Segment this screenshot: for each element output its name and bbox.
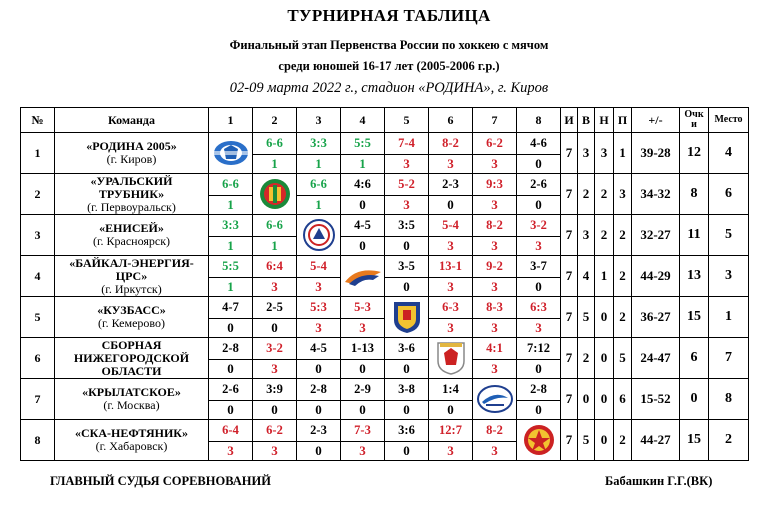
header-col-7: 7	[473, 108, 517, 133]
team-name-cell	[55, 256, 209, 297]
match-points: 3	[297, 319, 341, 338]
header-col-6: 6	[429, 108, 473, 133]
match-points: 0	[385, 237, 429, 256]
match-score: 3-6	[385, 338, 429, 360]
draws: 2	[595, 215, 614, 256]
match-score: 2-5	[253, 297, 297, 319]
games-played: 7	[561, 420, 578, 461]
team-name-cell	[55, 338, 209, 379]
draws: 3	[595, 133, 614, 174]
games-played: 7	[561, 215, 578, 256]
losses: 1	[614, 133, 632, 174]
subtitle-dates-venue: 02-09 марта 2022 г., стадион «РОДИНА», г. Киров	[229, 80, 549, 96]
match-score: 3-5	[385, 256, 429, 278]
team-number: 2	[21, 174, 55, 215]
match-points: 0	[297, 442, 341, 461]
team-number: 5	[21, 297, 55, 338]
team-name: ТРУБНИК»	[98, 186, 165, 201]
team-points: 13	[680, 256, 709, 297]
team-row-score	[21, 297, 749, 319]
match-score: 4:1	[473, 338, 517, 360]
team-points: 12	[680, 133, 709, 174]
match-score: 3-7	[517, 256, 561, 278]
losses: 5	[614, 338, 632, 379]
losses: 2	[614, 420, 632, 461]
match-points: 3	[429, 237, 473, 256]
team-name: «ЕНИСЕЙ»	[99, 221, 164, 235]
team-name: «КУЗБАСС»	[97, 303, 166, 317]
match-points: 3	[429, 155, 473, 174]
match-points: 3	[253, 442, 297, 461]
header-points-line2: и	[691, 119, 697, 130]
match-points: 1	[253, 237, 297, 256]
match-score: 2-6	[517, 174, 561, 196]
header-col-4: 4	[341, 108, 385, 133]
team-name: СБОРНАЯ	[101, 337, 162, 352]
match-points: 0	[297, 401, 341, 420]
wins: 5	[578, 420, 595, 461]
header-num: №	[21, 108, 55, 133]
match-points: 0	[385, 278, 429, 297]
team-place: 6	[709, 174, 749, 215]
match-points: 1	[297, 155, 341, 174]
team-place: 3	[709, 256, 749, 297]
match-score: 8-3	[473, 297, 517, 319]
team-city: (г. Хабаровск)	[95, 439, 168, 453]
match-points: 3	[473, 360, 517, 379]
match-score: 2-3	[297, 420, 341, 442]
baikal-energiya-emblem-icon	[343, 264, 383, 288]
team-city: (г. Киров)	[106, 152, 157, 166]
match-points: 3	[473, 442, 517, 461]
kuzbass-logo	[385, 297, 429, 338]
losses: 6	[614, 379, 632, 420]
match-points: 1	[209, 237, 253, 256]
match-points: 1	[209, 278, 253, 297]
team-row-score	[21, 256, 749, 278]
match-score: 6-6	[297, 174, 341, 196]
match-points: 3	[341, 442, 385, 461]
team-name-cell	[55, 379, 209, 420]
goal-difference: 44-29	[632, 256, 680, 297]
wins: 3	[578, 133, 595, 174]
team-row-score	[21, 338, 749, 360]
team-number: 3	[21, 215, 55, 256]
match-score: 3-8	[385, 379, 429, 401]
match-points: 0	[209, 319, 253, 338]
header-col-8: 8	[517, 108, 561, 133]
match-points: 1	[341, 155, 385, 174]
match-score: 5-4	[429, 215, 473, 237]
team-name: «КРЫЛАТСКОЕ»	[82, 385, 181, 399]
draws: 0	[595, 420, 614, 461]
match-points: 0	[253, 401, 297, 420]
match-score: 8-2	[473, 420, 517, 442]
header-points	[680, 108, 709, 133]
match-score: 5-4	[297, 256, 341, 278]
match-points: 0	[517, 196, 561, 215]
draws: 2	[595, 174, 614, 215]
games-played: 7	[561, 256, 578, 297]
match-score: 6:3	[517, 297, 561, 319]
team-city: (г. Кемерово)	[98, 316, 165, 330]
match-points: 0	[341, 360, 385, 379]
match-score: 9-2	[473, 256, 517, 278]
match-score: 6-6	[253, 133, 297, 155]
wins: 5	[578, 297, 595, 338]
enisey-emblem-icon	[303, 219, 335, 251]
match-score: 5-2	[385, 174, 429, 196]
match-points: 3	[385, 155, 429, 174]
team-place: 1	[709, 297, 749, 338]
team-name: НИЖЕГОРОДСКОЙ	[73, 350, 190, 365]
match-points: 3	[473, 196, 517, 215]
match-score: 3:3	[297, 133, 341, 155]
team-city: (г. Первоуральск)	[87, 199, 176, 214]
match-points: 1	[253, 155, 297, 174]
wins: 2	[578, 174, 595, 215]
goal-difference: 36-27	[632, 297, 680, 338]
header-col-3: 3	[297, 108, 341, 133]
team-place: 5	[709, 215, 749, 256]
match-score: 6-6	[253, 215, 297, 237]
uralsky-trubnik-logo	[253, 174, 297, 215]
team-points: 15	[680, 297, 709, 338]
match-score: 3-2	[517, 215, 561, 237]
losses: 2	[614, 256, 632, 297]
baikal-energiya-logo	[341, 256, 385, 297]
team-name: «СКА-НЕФТЯНИК»	[75, 426, 188, 440]
match-points: 0	[341, 196, 385, 215]
losses: 2	[614, 297, 632, 338]
match-points: 0	[517, 155, 561, 174]
match-points: 3	[473, 155, 517, 174]
match-score: 3:5	[385, 215, 429, 237]
match-points: 0	[209, 401, 253, 420]
match-points: 0	[297, 360, 341, 379]
header-col-1: 1	[209, 108, 253, 133]
header-row	[21, 108, 749, 133]
nizhny-novgorod-logo	[429, 338, 473, 379]
games-played: 7	[561, 174, 578, 215]
match-score: 4-5	[297, 338, 341, 360]
match-score: 6:4	[253, 256, 297, 278]
team-number: 4	[21, 256, 55, 297]
header-games: И	[561, 108, 578, 133]
chief-judge-name: Бабашкин Г.Г.(ВК)	[605, 474, 713, 488]
games-played: 7	[561, 297, 578, 338]
draws: 1	[595, 256, 614, 297]
team-place: 4	[709, 133, 749, 174]
goal-difference: 32-27	[632, 215, 680, 256]
match-points: 0	[517, 278, 561, 297]
nizhny-novgorod-emblem-icon	[436, 341, 466, 375]
match-score: 3-2	[253, 338, 297, 360]
uralsky-trubnik-emblem-icon	[259, 178, 291, 210]
match-points: 3	[429, 319, 473, 338]
header-draws: Н	[595, 108, 614, 133]
team-number: 8	[21, 420, 55, 461]
team-name-cell	[55, 174, 209, 215]
match-score: 12:7	[429, 420, 473, 442]
losses: 2	[614, 215, 632, 256]
match-score: 2-3	[429, 174, 473, 196]
match-score: 1-13	[341, 338, 385, 360]
team-row-score	[21, 215, 749, 237]
match-points: 0	[385, 401, 429, 420]
team-name: «РОДИНА 2005»	[86, 139, 177, 153]
match-points: 3	[473, 237, 517, 256]
krylatskoe-emblem-icon	[476, 384, 514, 414]
match-score: 2-6	[209, 379, 253, 401]
team-points: 0	[680, 379, 709, 420]
match-score: 6-3	[429, 297, 473, 319]
team-name: «УРАЛЬСКИЙ	[90, 173, 173, 188]
match-score: 8-2	[429, 133, 473, 155]
match-points: 3	[341, 319, 385, 338]
rodina-emblem-icon	[212, 139, 250, 167]
match-points: 3	[385, 196, 429, 215]
team-row-score	[21, 133, 749, 155]
team-city: (г. Красноярск)	[92, 234, 171, 248]
match-points: 3	[473, 278, 517, 297]
team-name-cell	[55, 133, 209, 174]
match-score: 6-6	[209, 174, 253, 196]
team-points: 15	[680, 420, 709, 461]
header-col-2: 2	[253, 108, 297, 133]
team-name-cell	[55, 420, 209, 461]
ska-neftyanik-emblem-icon	[522, 424, 556, 456]
goal-difference: 44-27	[632, 420, 680, 461]
match-score: 5:5	[341, 133, 385, 155]
rodina-logo	[209, 133, 253, 174]
match-score: 2-8	[517, 379, 561, 401]
match-score: 2-8	[209, 338, 253, 360]
chief-judge-label: ГЛАВНЫЙ СУДЬЯ СОРЕВНОВАНИЙ	[50, 474, 271, 488]
team-place: 8	[709, 379, 749, 420]
team-points: 6	[680, 338, 709, 379]
team-number: 6	[21, 338, 55, 379]
match-points: 0	[429, 196, 473, 215]
match-score: 4-7	[209, 297, 253, 319]
match-score: 3:6	[385, 420, 429, 442]
match-points: 3	[517, 237, 561, 256]
team-name-cell	[55, 215, 209, 256]
match-score: 7:12	[517, 338, 561, 360]
team-place: 7	[709, 338, 749, 379]
draws: 0	[595, 379, 614, 420]
match-score: 9:3	[473, 174, 517, 196]
match-points: 3	[429, 278, 473, 297]
games-played: 7	[561, 133, 578, 174]
match-points: 3	[253, 278, 297, 297]
team-number: 1	[21, 133, 55, 174]
match-points: 0	[341, 401, 385, 420]
wins: 0	[578, 379, 595, 420]
kuzbass-emblem-icon	[392, 300, 422, 334]
match-points: 3	[209, 442, 253, 461]
match-score: 3:9	[253, 379, 297, 401]
match-score: 4-5	[341, 215, 385, 237]
wins: 3	[578, 215, 595, 256]
team-name-cell	[55, 297, 209, 338]
match-points: 3	[253, 360, 297, 379]
match-points: 3	[517, 319, 561, 338]
match-score: 5:3	[297, 297, 341, 319]
match-points: 0	[517, 360, 561, 379]
team-points: 11	[680, 215, 709, 256]
team-name: «БАЙКАЛ-ЭНЕРГИЯ-	[69, 255, 194, 270]
draws: 0	[595, 297, 614, 338]
match-points: 0	[385, 360, 429, 379]
match-score: 13-1	[429, 256, 473, 278]
match-score: 6-2	[473, 133, 517, 155]
match-score: 7-4	[385, 133, 429, 155]
header-points-line1: Очк	[684, 109, 704, 120]
games-played: 7	[561, 338, 578, 379]
ska-neftyanik-logo	[517, 420, 561, 461]
enisey-logo	[297, 215, 341, 256]
team-city: (г. Москва)	[103, 398, 160, 412]
games-played: 7	[561, 379, 578, 420]
draws: 0	[595, 338, 614, 379]
match-score: 4-6	[517, 133, 561, 155]
team-row-score	[21, 420, 749, 442]
header-losses: П	[614, 108, 632, 133]
goal-difference: 24-47	[632, 338, 680, 379]
match-points: 3	[473, 319, 517, 338]
header-team: Команда	[55, 108, 209, 133]
match-points: 0	[341, 237, 385, 256]
match-score: 4:6	[341, 174, 385, 196]
match-points: 0	[385, 442, 429, 461]
match-score: 1:4	[429, 379, 473, 401]
match-points: 1	[297, 196, 341, 215]
header-wins: В	[578, 108, 595, 133]
match-points: 3	[297, 278, 341, 297]
team-row-score	[21, 174, 749, 196]
match-score: 7-3	[341, 420, 385, 442]
match-score: 8-2	[473, 215, 517, 237]
match-points: 0	[517, 401, 561, 420]
match-score: 3:3	[209, 215, 253, 237]
goal-difference: 15-52	[632, 379, 680, 420]
match-score: 2-9	[341, 379, 385, 401]
standings-table	[20, 107, 749, 461]
match-points: 0	[429, 401, 473, 420]
subtitle-category: среди юношей 16-17 лет (2005-2006 г.р.)	[278, 59, 500, 73]
team-number: 7	[21, 379, 55, 420]
losses: 3	[614, 174, 632, 215]
team-name: ЦРС»	[115, 268, 148, 283]
match-points: 0	[253, 319, 297, 338]
header-goals: +/-	[632, 108, 680, 133]
team-place: 2	[709, 420, 749, 461]
match-points: 1	[209, 196, 253, 215]
match-score: 5-3	[341, 297, 385, 319]
team-name: ОБЛАСТИ	[101, 363, 162, 378]
match-score: 6-2	[253, 420, 297, 442]
wins: 4	[578, 256, 595, 297]
goal-difference: 34-32	[632, 174, 680, 215]
krylatskoe-logo	[473, 379, 517, 420]
team-points: 8	[680, 174, 709, 215]
goal-difference: 39-28	[632, 133, 680, 174]
match-score: 5:5	[209, 256, 253, 278]
page-title: ТУРНИРНАЯ ТАБЛИЦА	[287, 6, 491, 25]
wins: 2	[578, 338, 595, 379]
header-col-5: 5	[385, 108, 429, 133]
match-points: 0	[209, 360, 253, 379]
header-place: Место	[709, 108, 749, 133]
team-city: (г. Иркутск)	[101, 281, 162, 296]
subtitle-championship: Финальный этап Первенства России по хоккею с мячом	[229, 38, 549, 52]
match-score: 2-8	[297, 379, 341, 401]
team-row-score	[21, 379, 749, 401]
match-points: 3	[429, 442, 473, 461]
match-score: 6-4	[209, 420, 253, 442]
